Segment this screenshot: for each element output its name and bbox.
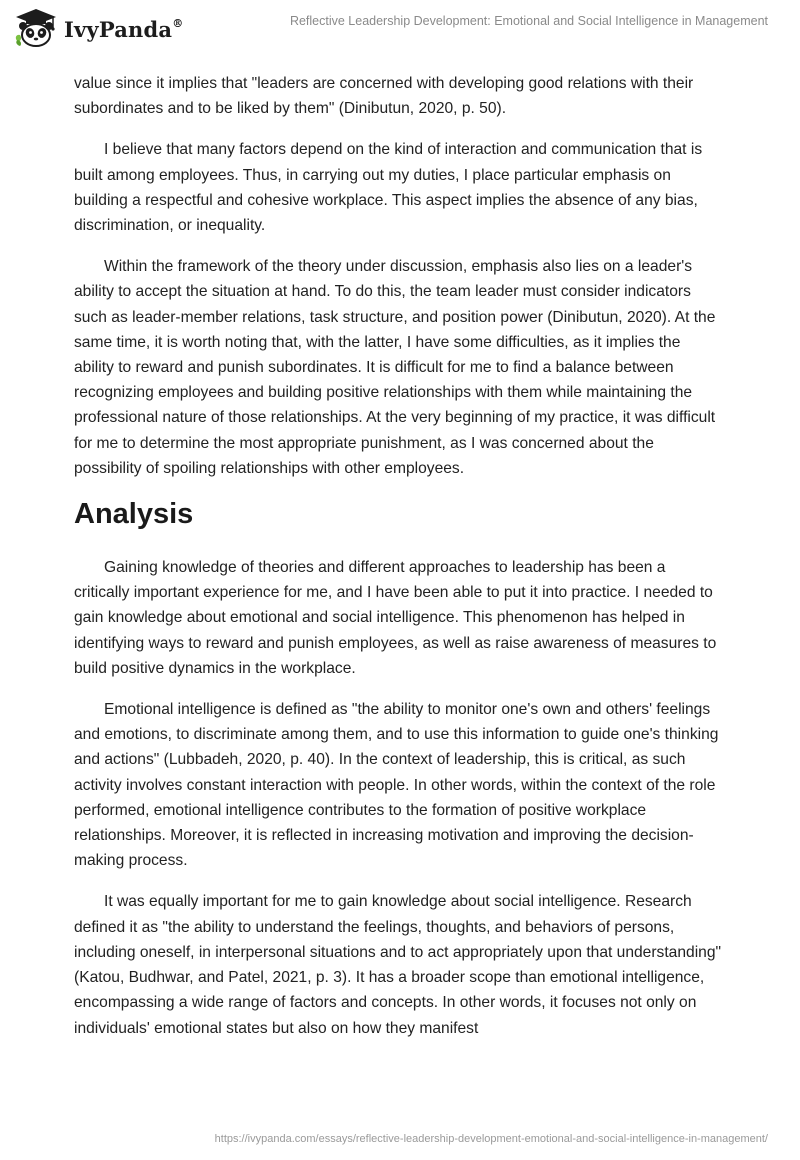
- paragraph: It was equally important for me to gain knowledge about social intelligence. Research defined it as "the ability to understand the feelings, thoughts, and behaviors of persons, including oneself, in interpersonal situations and to act appropriately upon that understanding" (Katou, Budhwar, and Patel, 2021, p. 3). It has a broader scope than emotional intelligence, encompassing a wide range of factors and concepts. In other words, it focuses not only on individuals' emotional states but also on how they manifest: [74, 893, 722, 1037]
- logo-wordmark: IvyPanda®: [64, 16, 184, 42]
- ivypanda-logo[interactable]: [14, 8, 183, 48]
- paragraph: Within the framework of the theory under discussion, emphasis also lies on a leader's ability to accept the situation at hand. To do this, the team leader must consider indicators such as leader-member relations, task structure, and position power (Dinibutun, 2020). At the same time, it is worth noting that, with the latter, I have some difficulties, as it implies the ability to reward and punish subordinates. It is difficult for me to find a balance between recognizing employees and building positive relationships with them while maintaining the professional nature of those relationships. At the very beginning of my practice, it was difficult for me to determine the most appropriate punishment, as I was concerned about the possibility of spoiling relationships with other employees.: [74, 258, 716, 477]
- paragraph: Emotional intelligence is defined as "the ability to monitor one's own and others' feelings and emotions, to discriminate among them, and to use this information to guide one's thinking and actions" (Lubbadeh, 2020, p. 40). In the context of leadership, this is critical, as such activity involves constant interaction with people. In other words, within the context of the role performed, emotional intelligence contributes to the formation of positive workplace relationships. Moreover, it is reflected in increasing motivation and improving the decision-making process.: [74, 701, 719, 870]
- panda-mascot-icon: [14, 8, 58, 48]
- paragraph: I believe that many factors depend on the kind of interaction and communication that is built among employees. Thus, in carrying out my duties, I place particular emphasis on building a respectful and cohesive workplace. This aspect implies the absence of any bias, discrimination, or inequality.: [74, 141, 703, 235]
- essay-body: [74, 71, 724, 1057]
- paragraph: Gaining knowledge of theories and different approaches to leadership has been a critically important experience for me, and I have been able to put it into practice. I needed to gain knowledge about emotional and social intelligence. This phenomenon has helped in identifying ways to reward and punish employees, as well as raise awareness of measures to build positive dynamics in the workplace.: [74, 559, 717, 677]
- document-title: Reflective Leadership Development: Emotional and Social Intelligence in Management: [289, 14, 768, 28]
- page-header: [0, 0, 800, 58]
- source-url-link[interactable]: https://ivypanda.com/essays/reflective-leadership-development-emotional-and-social-intelligence-in-management/: [214, 1133, 768, 1145]
- paragraph-continuation: value since it implies that "leaders are concerned with developing good relations with their subordinates and to be liked by them" (Dinibutun, 2020, p. 50).: [74, 75, 694, 118]
- section-heading-analysis: Analysis: [74, 498, 194, 531]
